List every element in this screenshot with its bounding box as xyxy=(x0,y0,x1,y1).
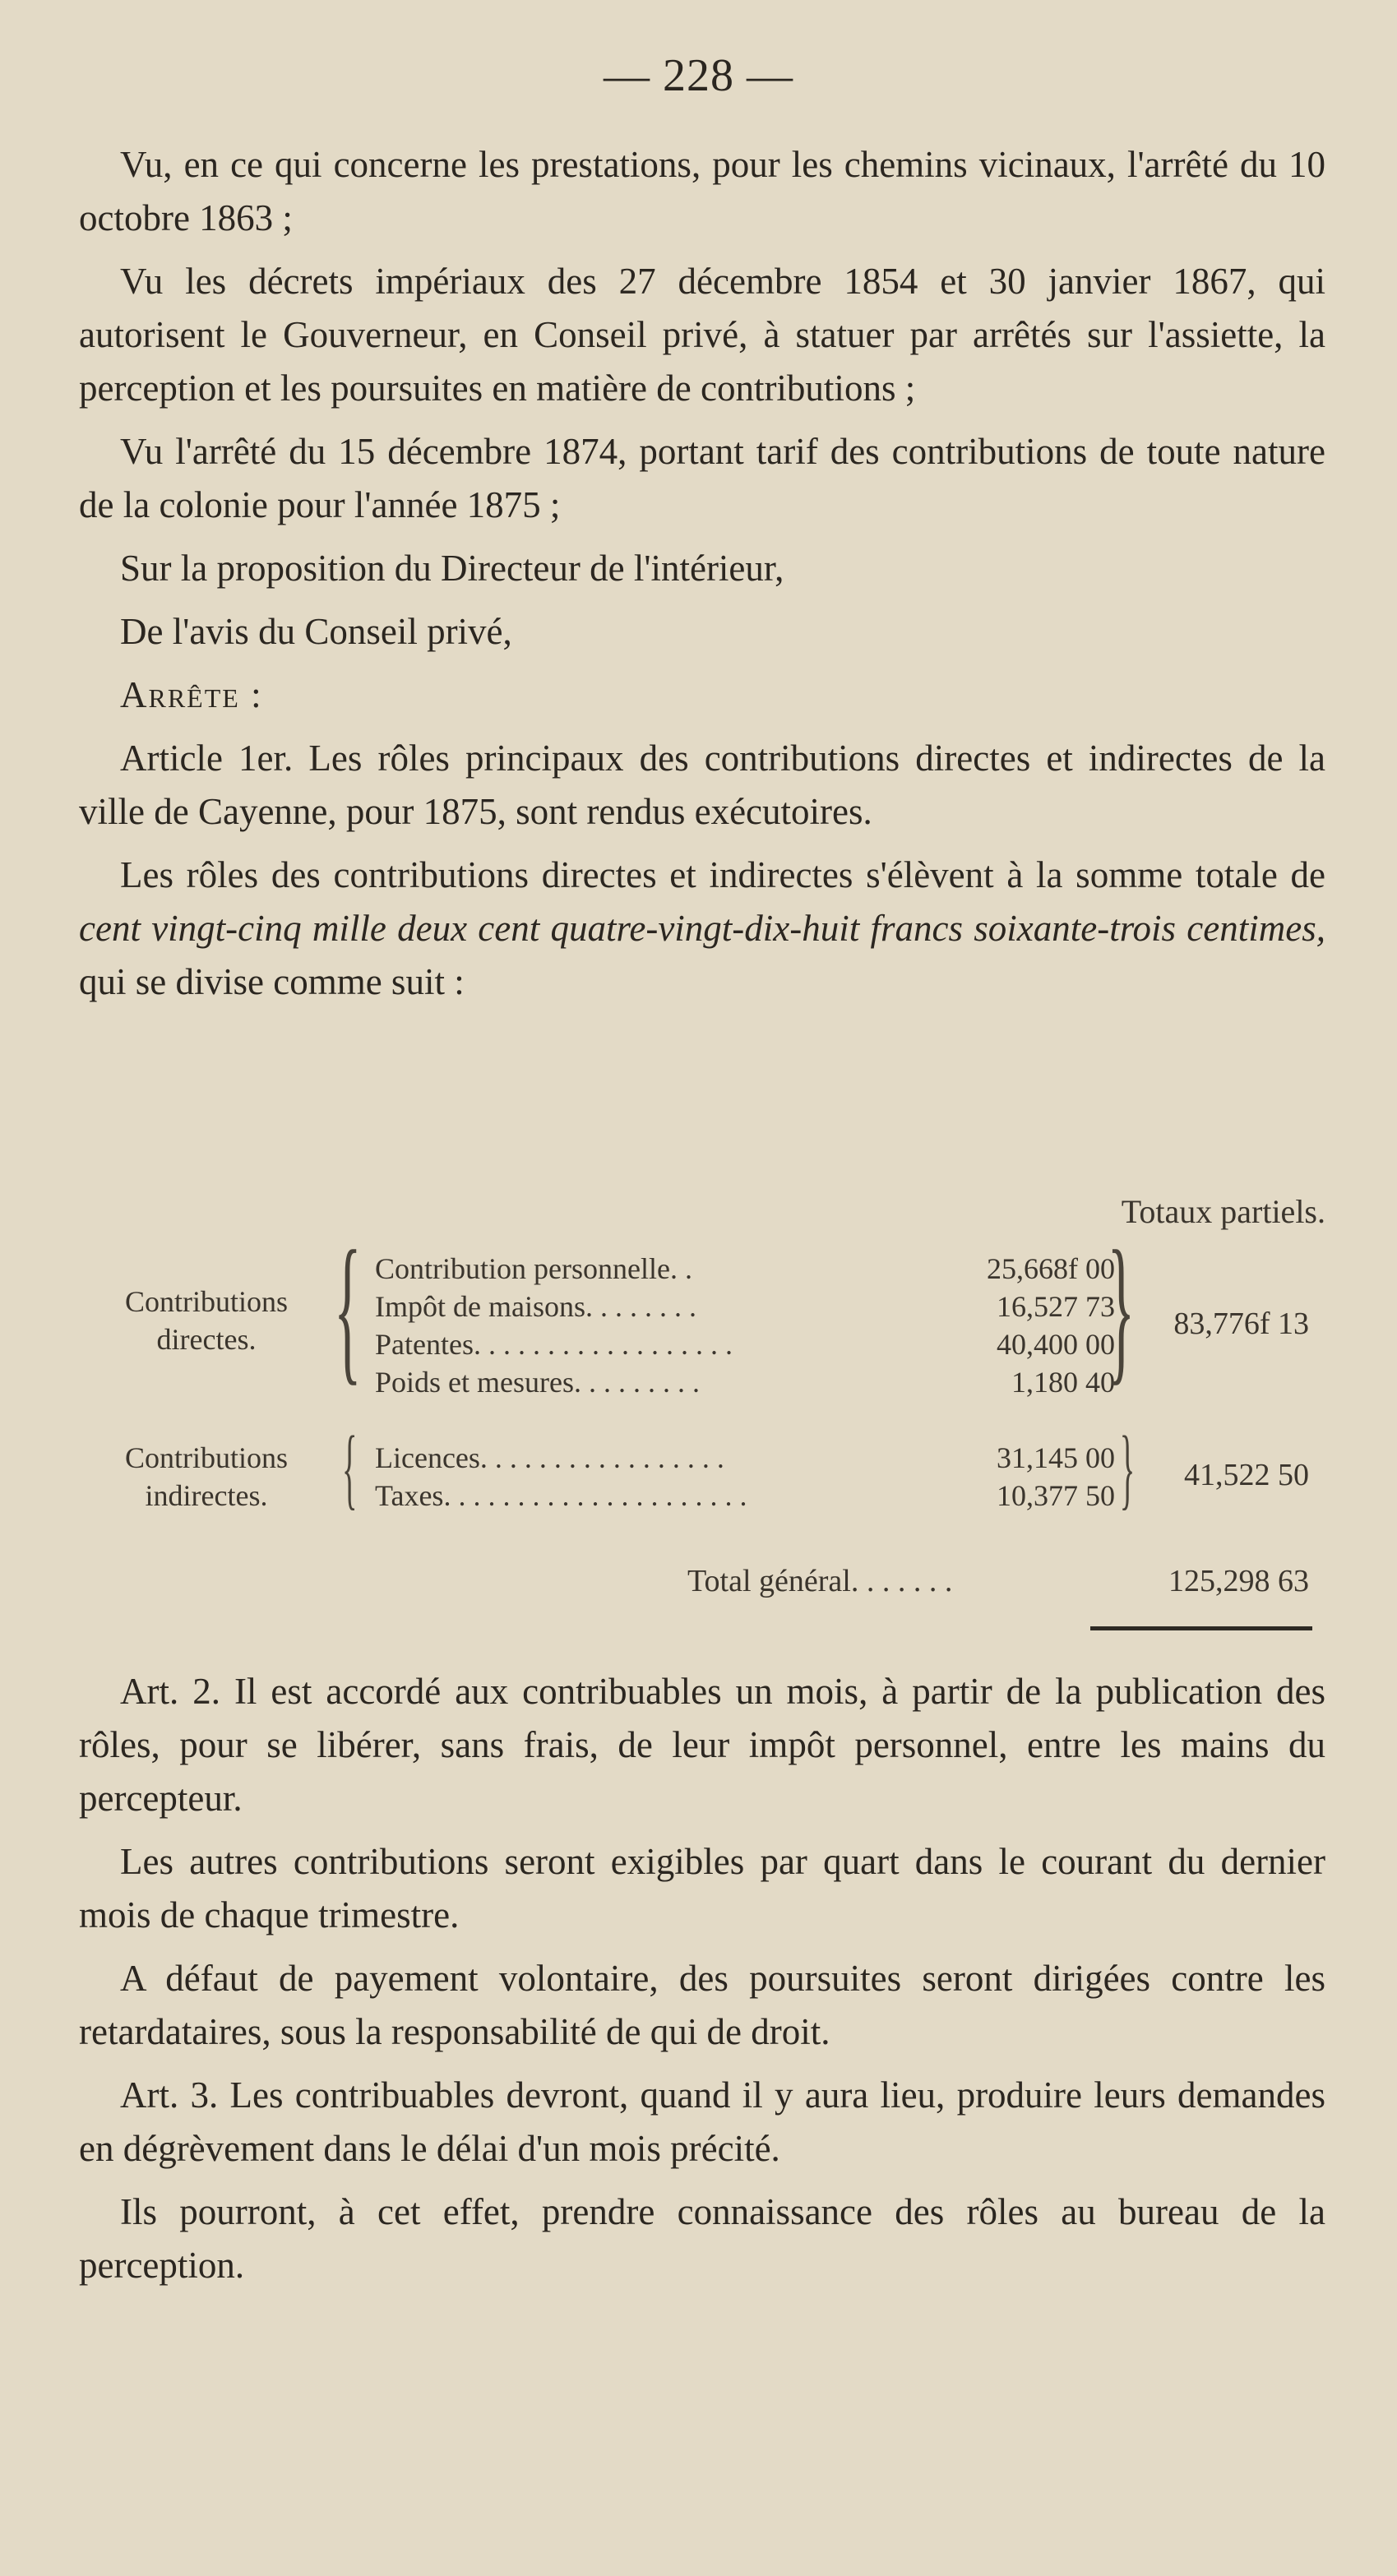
page-number: — 228 — xyxy=(604,50,793,101)
right-brace-icon: { xyxy=(1107,1218,1136,1399)
somme-outro: qui se divise comme suit : xyxy=(79,961,465,1002)
table-row: Taxes. . . . . . . . . . . . . . . . . . . . . 10,377 50 xyxy=(375,1479,1115,1512)
group-label-line: Contributions xyxy=(124,1285,289,1318)
right-brace-icon: { xyxy=(1119,1417,1136,1518)
group-label-line: Contributions xyxy=(124,1441,289,1474)
paragraph-vu-decrets: Vu les décrets impériaux des 27 décembre 1854 et 30 janvier 1867, qui autorisent le Gouverneur, en Conseil privé, à statuer par arrêtés sur l'assiette, la perception et les poursuites en matière de contributions ; xyxy=(79,261,1325,409)
paragraph-avis: De l'avis du Conseil privé, xyxy=(120,611,512,652)
table-header-totaux: Totaux partiels. xyxy=(1121,1193,1325,1230)
paragraph-proposition: Sur la proposition du Directeur de l'intérieur, xyxy=(120,548,784,589)
preamble xyxy=(79,138,1325,1019)
paragraph-autres-contributions: Les autres contributions seront exigibles par quart dans le courant du dernier mois de chaque trimestre. xyxy=(79,1841,1325,1935)
paragraph-vu-prestations: Vu, en ce qui concerne les prestations, pour les chemins vicinaux, l'arrêté du 10 octobre 1863 ; xyxy=(79,144,1325,238)
total-rule xyxy=(1090,1626,1312,1630)
grand-total-row xyxy=(687,1561,1325,1602)
arrete-heading: Arrête : xyxy=(120,674,263,715)
table-row: Poids et mesures. . . . . . . . . 1,180 40 xyxy=(375,1366,1115,1399)
left-brace-icon: { xyxy=(334,1218,362,1399)
paragraph-article-1: Article 1er. Les rôles principaux des contributions directes et indirectes de la ville de Cayenne, pour 1875, sont rendus exécutoires. xyxy=(79,738,1325,832)
group-label-line: directes. xyxy=(156,1323,257,1356)
table-row: Impôt de maisons. . . . . . . . 16,527 73 xyxy=(375,1290,1115,1323)
group-label-directes xyxy=(79,1283,334,1358)
table-row: Patentes. . . . . . . . . . . . . . . . . . 40,400 00 xyxy=(375,1328,1115,1361)
paragraph-article-3: Art. 3. Les contribuables devront, quand il y aura lieu, produire leurs demandes en dégrèvement dans le délai d'un mois précité. xyxy=(79,2074,1325,2169)
somme-intro: Les rôles des contributions directes et indirectes s'élèvent à la somme totale de xyxy=(120,854,1325,895)
table-row: Contribution personnelle. . 25,668f 00 xyxy=(375,1252,1115,1285)
paragraph-somme xyxy=(79,849,1325,1009)
articles xyxy=(79,1665,1325,2302)
paragraph-connaissance: Ils pourront, à cet effet, prendre connaissance des rôles au bureau de la perception. xyxy=(79,2191,1325,2286)
paragraph-poursuites: A défaut de payement volontaire, des poursuites seront dirigées contre les retardataires, sous la responsabilité de qui de droit. xyxy=(79,1958,1325,2052)
group-label-line: indirectes. xyxy=(145,1479,268,1512)
partial-total-indirectes: 41,522 50 xyxy=(1184,1458,1309,1492)
paragraph-article-2: Art. 2. Il est accordé aux contribuables un mois, à partir de la publication des rôles, pour se libérer, sans frais, de leur impôt personnel, entre les mains du percepteur. xyxy=(79,1671,1325,1819)
somme-italic: cent vingt-cinq mille deux cent quatre-vingt-dix-huit francs soixante-trois centimes, xyxy=(79,908,1325,949)
partial-total-directes: 83,776f 13 xyxy=(1173,1306,1309,1341)
grand-total-amount: 125,298 63 xyxy=(1168,1564,1309,1598)
left-brace-icon: { xyxy=(342,1417,358,1518)
paragraph-vu-arrete: Vu l'arrêté du 15 décembre 1874, portant tarif des contributions de toute nature de la colonie pour l'année 1875 ; xyxy=(79,431,1325,525)
group-label-indirectes xyxy=(79,1439,334,1515)
table-row: Licences. . . . . . . . . . . . . . . . . 31,145 00 xyxy=(375,1441,1115,1474)
grand-total-label: Total général. . . . . . . xyxy=(687,1564,953,1598)
